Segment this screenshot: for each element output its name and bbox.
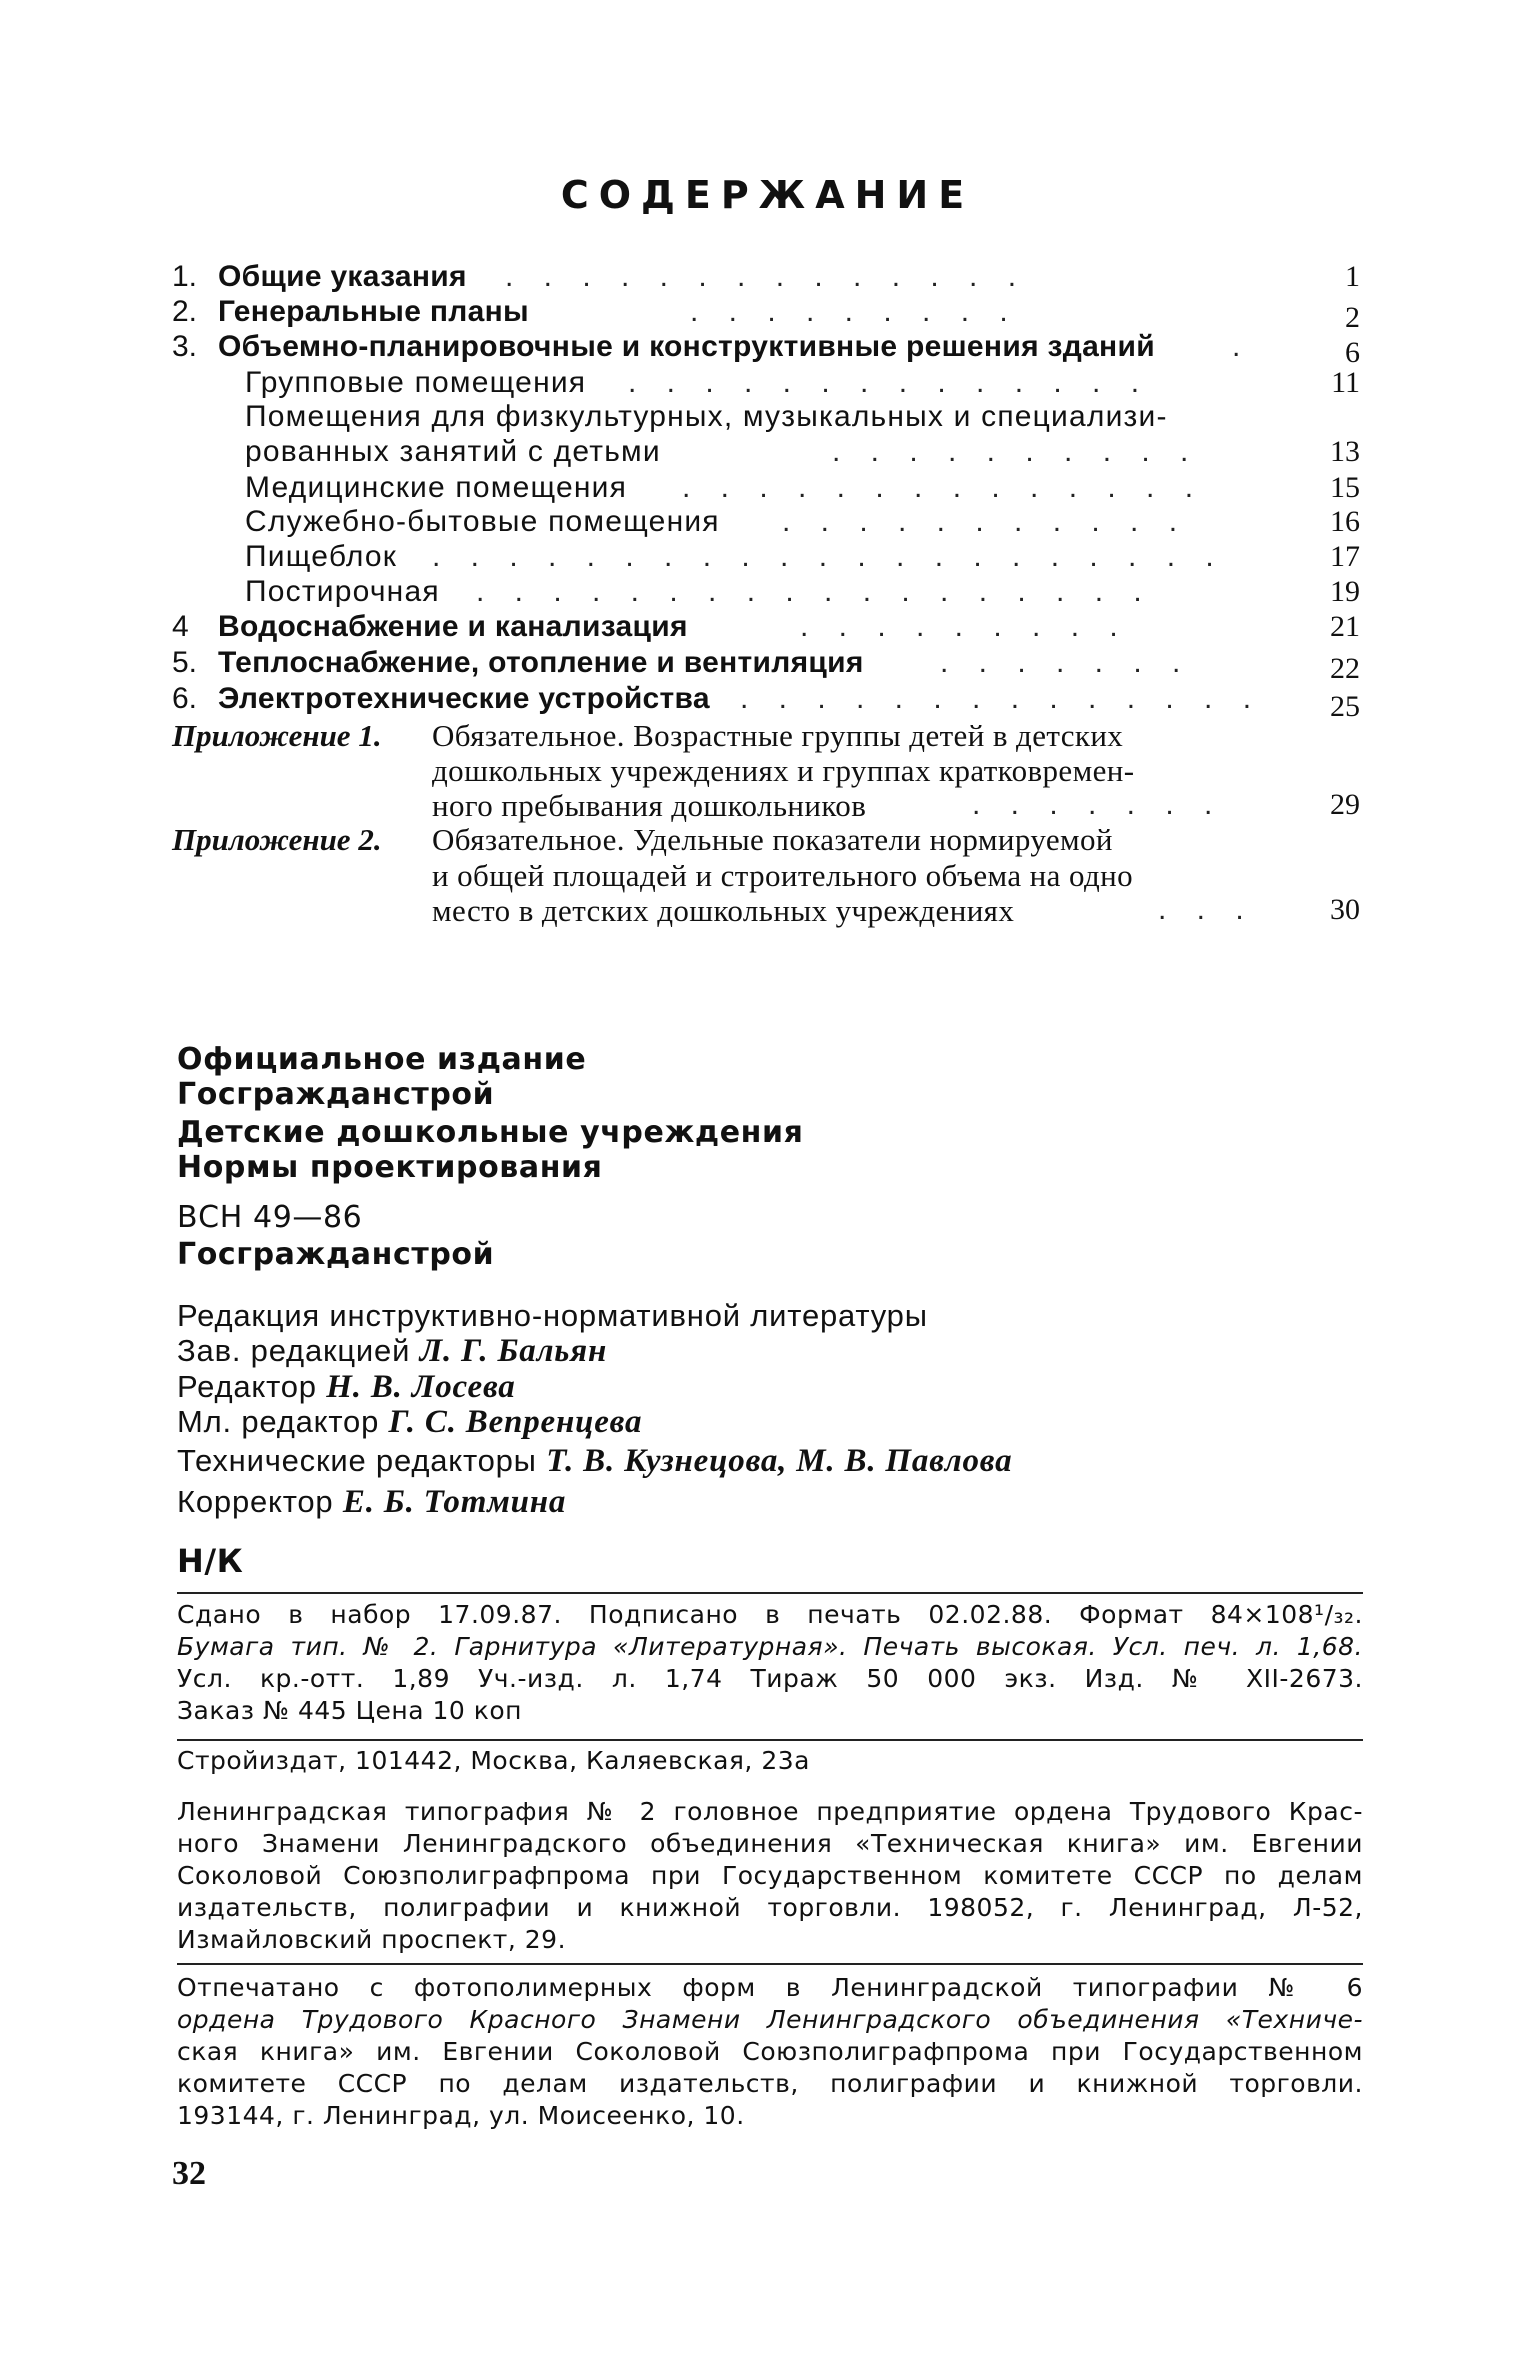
page-title: СОДЕРЖАНИЕ [560, 173, 975, 217]
toc-label: Общие указания [218, 260, 467, 293]
toc-page: 6 [1345, 336, 1360, 369]
printed-from-line: ордена Трудового Красного Знамени Ленинградского объединения «Техниче- [177, 2005, 1363, 2034]
toc-page: 29 [1330, 788, 1360, 821]
toc-page: 11 [1331, 366, 1360, 399]
staff-line [177, 1484, 566, 1521]
toc-label: Пищеблок [245, 540, 398, 573]
staff-name: Г. С. Вепренцева [388, 1404, 643, 1440]
toc-page: 16 [1330, 505, 1360, 538]
staff-name: Н. В. Лосева [326, 1369, 516, 1405]
appendix-text: дошкольных учреждениях и группах кратковремен- [432, 753, 1135, 788]
print-details-line: Заказ № 445 Цена 10 коп [177, 1696, 523, 1725]
toc-number: 1. [172, 260, 198, 293]
toc-row [0, 400, 1535, 436]
staff-role: Мл. редактор [177, 1404, 380, 1439]
appendix-label: Приложение 1. [172, 718, 382, 753]
appendix-row [0, 858, 1535, 894]
staff-role: Корректор [177, 1484, 334, 1519]
staff-role: Технические редакторы [177, 1443, 537, 1478]
document-code: ВСН 49—86 [177, 1200, 363, 1235]
document-org: Госгражданстрой [177, 1237, 495, 1272]
appendix-text: Обязательное. Удельные показатели нормируемой [432, 822, 1113, 857]
appendix-row [0, 753, 1535, 789]
toc-leader: . . . . . . . . . . . . . . [740, 682, 1263, 715]
toc-number: 3. [172, 330, 198, 363]
appendix-row [0, 822, 1535, 858]
toc-row [0, 330, 1535, 369]
printing-house-line: Ленинградская типография № 2 головное предприятие ордена Трудового Крас- [177, 1797, 1363, 1826]
staff-line [177, 1333, 607, 1370]
toc-leader: . . . . . . . . . . . . . . [505, 260, 1028, 293]
toc-leader: . . . . . . . . . . [832, 435, 1200, 468]
toc-page: 17 [1330, 540, 1360, 573]
printing-house-line: Соколовой Союзполиграфпрома при Государственном комитете СССР по делам [177, 1861, 1363, 1890]
appendix-row [0, 788, 1535, 824]
toc-row [0, 366, 1535, 402]
toc-leader: . . . . . . . [940, 646, 1192, 679]
print-details-line: Бумага тип. № 2. Гарнитура «Литературная». Печать высокая. Усл. печ. л. 1,68. [177, 1632, 1363, 1661]
toc-number: 2. [172, 295, 198, 328]
toc-label: Генеральные планы [218, 295, 529, 328]
staff-name: Е. Б. Тотмина [342, 1484, 567, 1520]
toc-row [0, 682, 1535, 723]
toc-page: 19 [1330, 575, 1360, 608]
divider [177, 1592, 1363, 1594]
editorial-office: Редакция инструктивно-нормативной литературы [177, 1298, 928, 1333]
appendix-label: Приложение 2. [172, 822, 382, 857]
printing-house-line: ного Знамени Ленинградского объединения «Техническая книга» им. Евгении [177, 1829, 1363, 1858]
nk-mark: Н/К [177, 1542, 244, 1580]
document-subtitle: Нормы проектирования [177, 1150, 603, 1185]
toc-leader: . . . [1158, 893, 1255, 926]
appendix-text: Обязательное. Возрастные группы детей в детских [432, 718, 1124, 753]
print-details-line: Усл. кр.-отт. 1,89 Уч.-изд. л. 1,74 Тираж 50 000 экз. Изд. № XII-2673. [177, 1664, 1363, 1693]
page-number: 32 [172, 2155, 206, 2192]
toc-label: Постирочная [245, 575, 440, 608]
toc-row [0, 505, 1535, 541]
staff-line [177, 1369, 516, 1406]
issuer: Госгражданстрой [177, 1077, 495, 1112]
toc-leader: . . . . . . . . . . . . . . . . . . . . . [432, 540, 1225, 573]
toc-row [0, 646, 1535, 685]
staff-name: Т. В. Кузнецова, М. В. Павлова [546, 1443, 1013, 1479]
staff-line [177, 1443, 1012, 1480]
toc-page: 15 [1330, 471, 1360, 504]
appendix-row [0, 718, 1535, 754]
toc-leader: . . . . . . . . . . . [782, 505, 1189, 538]
print-details [177, 1599, 1363, 1727]
toc-page: 30 [1330, 893, 1360, 926]
staff-line [177, 1404, 642, 1441]
toc-page: 22 [1330, 652, 1360, 685]
toc-label: Групповые помещения [245, 366, 587, 399]
toc-leader: . . . . . . . . . . . . . . . . . . [476, 575, 1153, 608]
printing-house-line: Измайловский проспект, 29. [177, 1925, 567, 1954]
printed-from-line: комитете СССР по делам издательств, полиграфии и книжной торговли. [177, 2069, 1363, 2098]
toc-row [0, 435, 1535, 471]
staff-role: Редактор [177, 1369, 317, 1404]
toc-label: Помещения для физкультурных, музыкальных и специализи- [245, 400, 1168, 433]
toc-row [0, 540, 1535, 576]
toc-page: 1 [1345, 260, 1360, 293]
toc-row [0, 575, 1535, 611]
edition-type: Официальное издание [177, 1042, 587, 1077]
publisher-line: Стройиздат, 101442, Москва, Каляевская, 23а [177, 1746, 810, 1775]
staff-name: Л. Г. Бальян [419, 1333, 608, 1369]
toc-number: 6. [172, 682, 198, 715]
toc-row [0, 295, 1535, 334]
toc-label: Служебно-бытовые помещения [245, 505, 720, 538]
appendix-text: место в детских дошкольных учреждениях [432, 893, 1015, 928]
appendix-text: и общей площадей и строительного объема на одно [432, 858, 1134, 893]
print-details-line: Сдано в набор 17.09.87. Подписано в печать 02.02.88. Формат 84×108¹/₃₂. [177, 1600, 1363, 1629]
printed-from-line: ская книга» им. Евгении Соколовой Союзполиграфпрома при Государственном [177, 2037, 1363, 2066]
toc-label: Теплоснабжение, отопление и вентиляция [218, 646, 864, 679]
toc-leader: . . . . . . . . . . . . . . [682, 471, 1205, 504]
printing-house [177, 1796, 1363, 1956]
toc-leader: . . . . . . . [972, 788, 1224, 821]
toc-row [0, 471, 1535, 507]
toc-leader: . . . . . . . . . [800, 610, 1129, 643]
printed-from-line: Отпечатано с фотополимерных форм в Ленинградской типографии № 6 [177, 1973, 1363, 2002]
toc-page: 2 [1345, 301, 1360, 334]
toc-leader: . . . . . . . . . [690, 295, 1019, 328]
printing-house-line: издательств, полиграфии и книжной торговли. 198052, г. Ленинград, Л-52, [177, 1893, 1363, 1922]
toc-label: Электротехнические устройства [218, 682, 710, 715]
toc-page: 21 [1330, 610, 1360, 643]
toc-page: 13 [1330, 435, 1360, 468]
printed-from-line: 193144, г. Ленинград, ул. Моисеенко, 10. [177, 2101, 745, 2130]
toc-number: 4 [172, 610, 189, 643]
document-title: Детские дошкольные учреждения [177, 1115, 804, 1150]
toc-page: 25 [1330, 690, 1360, 723]
publisher [177, 1745, 1363, 1777]
appendix-row [0, 893, 1535, 929]
divider [177, 1963, 1363, 1965]
toc-label: Водоснабжение и канализация [218, 610, 688, 643]
toc-number: 5. [172, 646, 198, 679]
appendix-text: ного пребывания дошкольников [432, 788, 867, 823]
toc-label: рованных занятий с детьми [245, 435, 661, 468]
toc-row [0, 610, 1535, 646]
staff-role: Зав. редакцией [177, 1333, 411, 1368]
toc-label: Объемно-планировочные и конструктивные решения зданий [218, 330, 1155, 363]
divider [177, 1739, 1363, 1741]
toc-leader: . [1232, 330, 1252, 363]
toc-row [0, 260, 1535, 296]
toc-label: Медицинские помещения [245, 471, 628, 504]
toc-leader: . . . . . . . . . . . . . . [628, 366, 1151, 399]
printed-from [177, 1972, 1363, 2132]
